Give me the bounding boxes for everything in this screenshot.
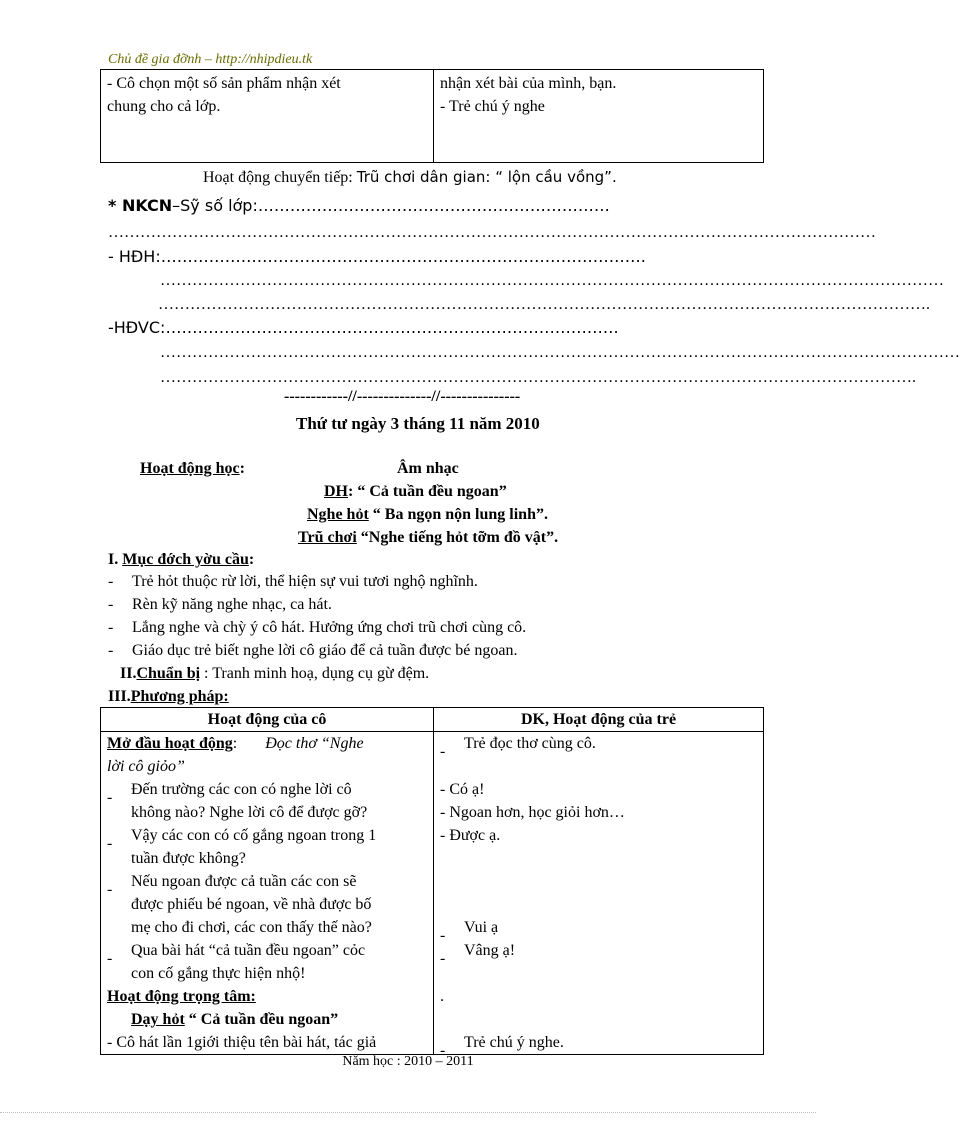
text-line: Trẻ chú ý nghe. — [464, 1034, 564, 1051]
dh-line — [324, 483, 507, 501]
hdvc-line — [108, 318, 619, 337]
child-item: - Vâng ạ! — [440, 942, 516, 967]
text-line: tuần được không? — [131, 850, 246, 867]
section2-line — [120, 665, 429, 683]
intro-text-2: lời cô giỏo” — [107, 758, 185, 775]
list-item: - Lắng nghe và chỳ ý cô hát. Hưởng ứng chơi trũ chơi cùng cô. — [108, 619, 527, 636]
hdh-label: - HĐH: — [108, 247, 161, 266]
text-line: - Có ạ! — [440, 781, 485, 798]
section2-text: : Tranh minh hoạ, dụng cụ gừ đệm. — [200, 665, 430, 682]
dotted-fill: …………………………………………………………………………. — [165, 318, 619, 337]
method-table — [100, 707, 764, 1059]
teacher-item: - Qua bài hát “cả tuần đều ngoan” cỏc con cố gắng thực hiện nhộ! — [107, 939, 427, 985]
top-table — [100, 69, 764, 163]
dotted-fill: …………………………………………………………………………………………………………………………………… — [160, 344, 960, 361]
column-header-children: DK, Hoạt động của trẻ — [434, 708, 764, 732]
section2-title: Chuẩn bị — [136, 665, 201, 682]
activity-subject: Âm nhạc — [397, 460, 459, 477]
text-line: Nếu ngoan được cả tuần các con sẽ — [131, 873, 357, 890]
section3-heading — [108, 688, 229, 706]
activity-label-line: Hoạt động học: — [140, 460, 245, 477]
text-line: được phiếu bé ngoan, về nhà được bố — [131, 896, 372, 913]
list-item: - Giáo dục trẻ biết nghe lời cô giáo để cả tuần được bé ngoan. — [108, 642, 518, 659]
list-item-text: Giáo dục trẻ biết nghe lời cô giáo để cả tuần được bé ngoan. — [132, 642, 518, 659]
text-line: . — [440, 988, 444, 1005]
text-line: con cố gắng thực hiện nhộ! — [131, 965, 306, 982]
text-line: chung cho cả lớp. — [107, 98, 221, 115]
text-line: nhận xét bài của mình, bạn. — [440, 75, 617, 92]
section1-num: I. — [108, 551, 123, 568]
text-line: - Trẻ chú ý nghe — [440, 98, 545, 115]
text-line: Vui ạ — [464, 919, 499, 936]
dotted-fill: ………………………………………………………………………………………………………………………………… — [160, 272, 944, 289]
child-item: - Trẻ chú ý nghe. — [440, 1034, 564, 1059]
intro-text: Đọc thơ “Nghe — [265, 735, 364, 752]
dh-label: DH — [324, 483, 348, 500]
tro-line — [298, 529, 558, 547]
nghe-text: “ Ba ngọn nộn lung linh”. — [368, 506, 548, 523]
tro-text: “Nghe tiếng hỏt tỡm đồ vật”. — [356, 529, 559, 546]
text-line: Qua bài hát “cả tuần đều ngoan” cỏc — [131, 942, 366, 959]
nkcn-line — [108, 196, 610, 215]
children-activities — [434, 732, 764, 1059]
teaching-line — [107, 1008, 427, 1031]
nghe-label: Nghe hỏt — [307, 506, 369, 523]
page-header: Chủ đề gia đỡnh – http://nhipdieu.tk — [108, 52, 313, 67]
list-item: - Trẻ hỏt thuộc rừ lời, thể hiện sự vui tươi nghộ nghĩnh. — [108, 573, 478, 590]
child-item: - Vui ạ — [440, 919, 499, 944]
text-line: mẹ cho đi chơi, các con thấy thế nào? — [131, 919, 372, 936]
section1-heading: I. Mục đớch yờu cầu: — [108, 551, 255, 568]
center-activity-label: Hoạt động trọng tâm: — [107, 988, 256, 1005]
nkcn-label: * NKCN — [108, 196, 173, 215]
text-line: Đến trường các con có nghe lời cô — [131, 781, 352, 798]
top-table-left — [101, 70, 434, 163]
dotted-fill: ………………………………………………………… — [257, 196, 610, 215]
teacher-item: - Vậy các con có cố gắng ngoan trong 1 tuần được không? — [107, 824, 427, 870]
transition-game: Trũ chơi dân gian: “ lộn cầu vồng”. — [356, 168, 617, 186]
list-item-text: Rèn kỹ năng nghe nhạc, ca hát. — [132, 596, 332, 613]
teaching-text: “ Cả tuần đều ngoan” — [184, 1011, 339, 1028]
tro-label: Trũ chơi — [298, 529, 357, 546]
teaching-label: Dạy hỏt — [131, 1011, 185, 1028]
dotted-fill: ………………………………………………………………………………………………………………………………. — [158, 296, 930, 313]
text-line: - Cô chọn một số sản phẩm nhận xét — [107, 75, 341, 92]
text-line: Trẻ đọc thơ cùng cô. — [464, 735, 596, 752]
page-footer: Năm học : 2010 – 2011 — [342, 1054, 474, 1069]
hdh-line — [108, 247, 646, 266]
nkcn-rest: –Sỹ số lớp: — [172, 196, 258, 215]
dotted-fill: ……………………………………………………………………………………………………………………………. — [160, 369, 916, 386]
list-item-text: Trẻ hỏt thuộc rừ lời, thể hiện sự vui tươi nghộ nghĩnh. — [132, 573, 478, 590]
dh-text: : “ Cả tuần đều ngoan” — [348, 483, 507, 500]
text-line: - Được ạ. — [440, 827, 501, 844]
teacher-item: - Đến trường các con có nghe lời cô không nào? Nghe lời cô để được gỡ? — [107, 778, 427, 824]
section2-num: II. — [120, 665, 137, 682]
transition-line — [203, 168, 617, 187]
list-item: - Rèn kỹ năng nghe nhạc, ca hát. — [108, 596, 332, 613]
child-item: - Trẻ đọc thơ cùng cô. — [440, 735, 596, 760]
separator: ------------//--------------//--------------- — [284, 388, 521, 405]
transition-prefix: Hoạt động chuyển tiếp: — [203, 169, 357, 186]
dotted-fill: ……………………………………………………………………………………………………………………………… — [108, 224, 876, 241]
section3-title: Phương pháp: — [130, 688, 229, 705]
top-table-right — [434, 70, 764, 163]
teacher-item: - Nếu ngoan được cả tuần các con sẽ được phiếu bé ngoan, về nhà được bố mẹ cho đi chơi, các con thấy thế nào? — [107, 870, 427, 939]
section1-title: Mục đớch yờu cầu — [122, 551, 249, 568]
intro-line: Mở đầu hoạt động: Đọc thơ “Nghe — [107, 735, 364, 752]
column-header-teacher: Hoạt động của cô — [101, 708, 434, 732]
text-line: - Ngoan hơn, học giỏi hơn… — [440, 804, 625, 821]
text-line: Vâng ạ! — [464, 942, 516, 959]
activity-label: Hoạt động học — [140, 460, 240, 477]
nghe-line — [307, 506, 548, 524]
text-line: không nào? Nghe lời cô để được gỡ? — [131, 804, 368, 821]
teacher-activities — [101, 732, 434, 1055]
text-line: Vậy các con có cố gắng ngoan trong 1 — [131, 827, 377, 844]
intro-label: Mở đầu hoạt động — [107, 735, 233, 752]
hdvc-label: -HĐVC: — [108, 318, 166, 337]
page-edge — [0, 1112, 816, 1113]
date: Thứ tư ngày 3 tháng 11 năm 2010 — [296, 414, 540, 433]
dotted-fill: ………………………………………………………………………………. — [160, 247, 646, 266]
list-item-text: Lắng nghe và chỳ ý cô hát. Hưởng ứng chơi trũ chơi cùng cô. — [132, 619, 527, 636]
text-line: - Cô hát lần 1giới thiệu tên bài hát, tác giả — [107, 1034, 377, 1051]
section3-num: III. — [108, 688, 131, 705]
